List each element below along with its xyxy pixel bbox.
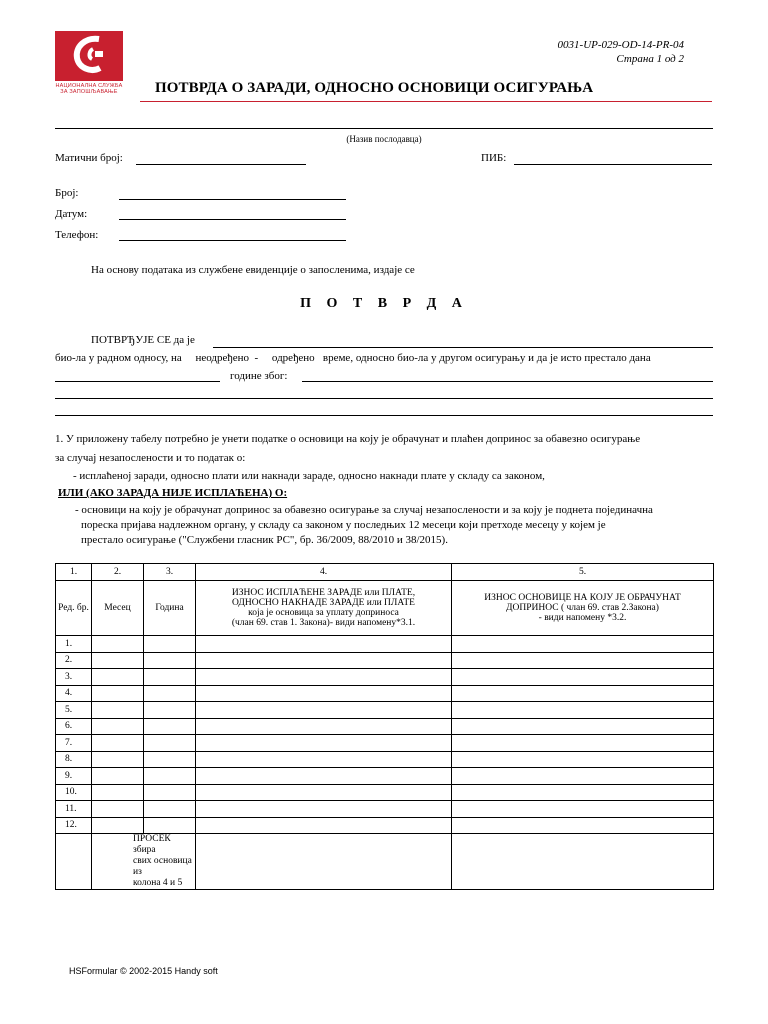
tax-id-field[interactable] [514, 164, 712, 165]
average-label-line1: ПРОСЕК збира [133, 834, 171, 855]
contribution-base-cell[interactable] [452, 751, 714, 768]
year-cell[interactable] [144, 817, 196, 834]
year-cell[interactable] [144, 702, 196, 719]
header-col4-line2: ОДНОСНО НАКНАДЕ ЗАРАДЕ или ПЛАТЕ [231, 598, 415, 608]
number-label: Број: [55, 187, 79, 199]
instruction-bullet-2-line-2: пореска пријава надлежном органу, у складу са законом у последњих 12 месеци који претходе месецу у којем је [81, 519, 606, 531]
reason-field[interactable] [302, 381, 713, 382]
month-cell[interactable] [92, 636, 144, 653]
intro-text: На основу података из службене евиденције о запосленима, издаје се [91, 264, 415, 276]
table-row [56, 718, 714, 735]
tax-id-label: ПИБ: [481, 152, 507, 164]
year-cell[interactable] [144, 751, 196, 768]
paid-salary-cell[interactable] [196, 768, 452, 785]
header-col4-line1: ИЗНОС ИСПЛАЋЕНЕ ЗАРАДЕ или ПЛАТЕ, [231, 588, 416, 598]
contribution-base-cell[interactable] [452, 652, 714, 669]
table-row [56, 768, 714, 785]
average-label-line3: колона 4 и 5 [133, 878, 183, 888]
confirm-prefix: ПОТВРЂУЈЕ СЕ да је [91, 334, 195, 346]
contribution-base-cell[interactable] [452, 817, 714, 834]
contribution-base-cell[interactable] [452, 669, 714, 686]
instruction-paragraph: 1. У приложену табелу потребно је унети податке о основици на коју је обрачунат и плаћен допринос за обавезно осигурање [55, 433, 641, 445]
table-row [56, 751, 714, 768]
header-row [56, 581, 714, 636]
col-number-4: 4. [196, 564, 452, 581]
year-cell[interactable] [144, 768, 196, 785]
logo-mark [55, 31, 123, 81]
table-row [56, 784, 714, 801]
table-row [56, 669, 714, 686]
instruction-paragraph-cont: за случај незапослености и то податак о: [55, 452, 246, 464]
reason-field-line-3[interactable] [55, 415, 713, 416]
table-row [56, 702, 714, 719]
row-number: 8. [56, 751, 92, 768]
end-date-field[interactable] [55, 381, 220, 382]
logo-caption: НАЦИОНАЛНА СЛУЖБА ЗА ЗАПОШЉАВАЊЕ [55, 83, 123, 95]
month-cell[interactable] [92, 751, 144, 768]
paid-salary-cell[interactable] [196, 735, 452, 752]
header-row-number: Ред. бр. [56, 581, 92, 636]
average-label [92, 834, 196, 890]
table-row [56, 685, 714, 702]
table-row [56, 735, 714, 752]
table-row [56, 636, 714, 653]
col-number-5: 5. [452, 564, 714, 581]
row-number: 4. [56, 685, 92, 702]
number-field[interactable] [119, 199, 346, 200]
row-number: 2. [56, 652, 92, 669]
row-number: 5. [56, 702, 92, 719]
header-month: Месец [92, 581, 144, 636]
row-number: 10. [56, 784, 92, 801]
instruction-bullet-2: - основици на коју је обрачунат допринос за обавезно осигурање за случај незапослености и за коју је поднета појединачна [75, 504, 653, 516]
average-col4-cell[interactable] [196, 834, 452, 890]
year-cell[interactable] [144, 685, 196, 702]
page-title: ПОТВРДА О ЗАРАДИ, ОДНОСНО ОСНОВИЦИ ОСИГУРАЊА [155, 80, 594, 96]
reason-label: године због: [230, 370, 288, 382]
col-number-2: 2. [92, 564, 144, 581]
row-number: 9. [56, 768, 92, 785]
title-divider [140, 101, 712, 102]
document-code: 0031-UP-029-OD-14-PR-04 [557, 39, 684, 51]
agency-logo [55, 31, 123, 99]
phone-field[interactable] [119, 240, 346, 241]
year-cell[interactable] [144, 735, 196, 752]
month-cell[interactable] [92, 735, 144, 752]
month-cell[interactable] [92, 784, 144, 801]
paid-salary-cell[interactable] [196, 636, 452, 653]
table-row [56, 801, 714, 818]
month-cell[interactable] [92, 718, 144, 735]
employer-name-caption: (Назив послодавца) [346, 134, 422, 144]
header-col4-line4: (члан 69. став 1. Закона)- види напомену*3.1. [231, 618, 416, 628]
month-cell[interactable] [92, 669, 144, 686]
phone-label: Телефон: [55, 229, 99, 241]
alternative-heading: ИЛИ (АКО ЗАРАДА НИЈЕ ИСПЛАЋЕНА) О: [58, 487, 288, 499]
salary-table [55, 563, 714, 890]
reason-field-line-2[interactable] [55, 398, 713, 399]
row-number: 7. [56, 735, 92, 752]
header-col5-line3: - види напомену *3.2. [538, 613, 627, 623]
date-label: Датум: [55, 208, 88, 220]
contribution-base-cell[interactable] [452, 718, 714, 735]
year-cell[interactable] [144, 636, 196, 653]
year-cell[interactable] [144, 801, 196, 818]
header-year: Година [144, 581, 196, 636]
row-number: 6. [56, 718, 92, 735]
footer-credit: HSFormular © 2002-2015 Handy soft [69, 966, 218, 976]
header-col4-line3: која је основица за уплату доприноса [248, 608, 399, 618]
date-field[interactable] [119, 219, 346, 220]
month-cell[interactable] [92, 768, 144, 785]
contribution-base-cell[interactable] [452, 801, 714, 818]
paid-salary-cell[interactable] [196, 652, 452, 669]
row-number: 11. [56, 801, 92, 818]
header-paid-salary [196, 581, 452, 636]
contribution-base-cell[interactable] [452, 702, 714, 719]
instruction-bullet-2-line-3: престало осигурање ("Службени гласник РС", бр. 36/2009, 88/2010 и 38/2015). [81, 534, 448, 546]
contribution-base-cell[interactable] [452, 768, 714, 785]
employer-name-field[interactable] [55, 128, 713, 129]
header-col5-line2: ДОПРИНОС ( члан 69. став 2.Закона) [506, 603, 659, 613]
paid-salary-cell[interactable] [196, 801, 452, 818]
paid-salary-cell[interactable] [196, 685, 452, 702]
paid-salary-cell[interactable] [196, 718, 452, 735]
month-cell[interactable] [92, 652, 144, 669]
header-contribution-base [452, 581, 714, 636]
average-label-line2: свих основица из [133, 856, 192, 877]
employment-type-text: био-ла у радном односу, на неодређено - одређено време, односно био-ла у другом осигурању и да је исто престало дана [55, 352, 651, 364]
month-cell[interactable] [92, 702, 144, 719]
year-cell[interactable] [144, 784, 196, 801]
paid-salary-cell[interactable] [196, 702, 452, 719]
average-empty-cell [56, 834, 92, 890]
person-name-field[interactable] [213, 347, 713, 348]
paid-salary-cell[interactable] [196, 751, 452, 768]
contribution-base-cell[interactable] [452, 685, 714, 702]
year-cell[interactable] [144, 652, 196, 669]
certificate-heading: П О Т В Р Д А [300, 296, 468, 311]
month-cell[interactable] [92, 685, 144, 702]
table-row [56, 652, 714, 669]
paid-salary-cell[interactable] [196, 784, 452, 801]
row-number: 1. [56, 636, 92, 653]
row-number: 12. [56, 817, 92, 834]
paid-salary-cell[interactable] [196, 817, 452, 834]
document-code-block [558, 38, 684, 66]
contribution-base-cell[interactable] [452, 735, 714, 752]
registration-number-label: Матични број: [55, 152, 123, 164]
page-number: Страна 1 од 2 [616, 53, 684, 65]
paid-salary-cell[interactable] [196, 669, 452, 686]
column-number-row [56, 564, 714, 581]
logo-symbol-icon [55, 31, 123, 81]
average-col5-cell[interactable] [452, 834, 714, 890]
month-cell[interactable] [92, 801, 144, 818]
col-number-1: 1. [56, 564, 92, 581]
month-cell[interactable] [92, 817, 144, 834]
table-row [56, 817, 714, 834]
year-cell[interactable] [144, 669, 196, 686]
average-row [56, 834, 714, 890]
instruction-bullet-1: - исплаћеној заради, односно плати или накнади зараде, односно накнади плате у складу са законом, [73, 470, 545, 482]
year-cell[interactable] [144, 718, 196, 735]
contribution-base-cell[interactable] [452, 636, 714, 653]
header-col5-line1: ИЗНОС ОСНОВИЦЕ НА КОЈУ ЈЕ ОБРАЧУНАТ [484, 593, 681, 603]
col-number-3: 3. [144, 564, 196, 581]
registration-number-field[interactable] [136, 164, 306, 165]
row-number: 3. [56, 669, 92, 686]
contribution-base-cell[interactable] [452, 784, 714, 801]
